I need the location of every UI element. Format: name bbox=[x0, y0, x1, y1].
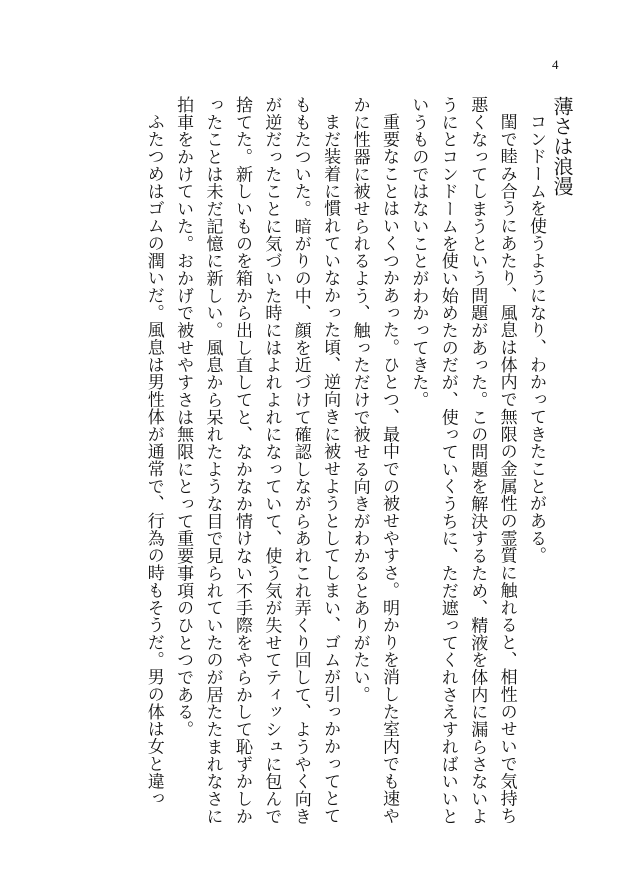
paragraph-4: まだ装着に慣れていなかった頃、逆向きに被せようとしてしまい、ゴムが引っかかってとてももたついた。暗がりの中、顔を近づけて確認しながらあれこれ弄くり回して、ようやく向きが逆だったことに気づいた時にはよれよれになっていて、使う気が失せてティッシュに包んで捨てた。新しいものを箱から出し直してと、なかなか情けない不手際をやらかして恥ずかしかったことは未だ記憶に新しい。風息から呆れたような目で見られていたのが居たたまれなさに拍車をかけていた。おかげで被せやすさは無限にとって重要事項のひとつである。 bbox=[173, 96, 341, 825]
page-number: 4 bbox=[552, 57, 559, 72]
chapter-title: 薄さは浪漫 bbox=[550, 96, 574, 196]
paragraph-5: ふたつめはゴムの潤いだ。風息は男性体が通常で、行為の時もそうだ。男の体は女と違っ bbox=[143, 113, 164, 807]
paragraph-3: 重要なことはいくつかあった。ひとつ、最中での被せやすさ。明かりを消した室内でも速やかに性器に被せられるよう、触っただけで被せる向きがわかるとありがたい。 bbox=[349, 96, 399, 825]
paragraph-2: 閨で睦み合うにあたり、風息は体内で無限の金属性の霊質に触れると、相性のせいで気持ち悪くなってしまうという問題があった。この問題を解決するため、精液を体内に漏らさないようにとコンドームを使い始めたのだが、使っていくうちに、ただ遮ってくれさえすればいいというものではないことがわかってきた。 bbox=[408, 96, 517, 825]
paragraph-1: コンドームを使うようになり、わかってきたことがある。 bbox=[526, 113, 546, 565]
vertical-text-body bbox=[34, 96, 574, 826]
